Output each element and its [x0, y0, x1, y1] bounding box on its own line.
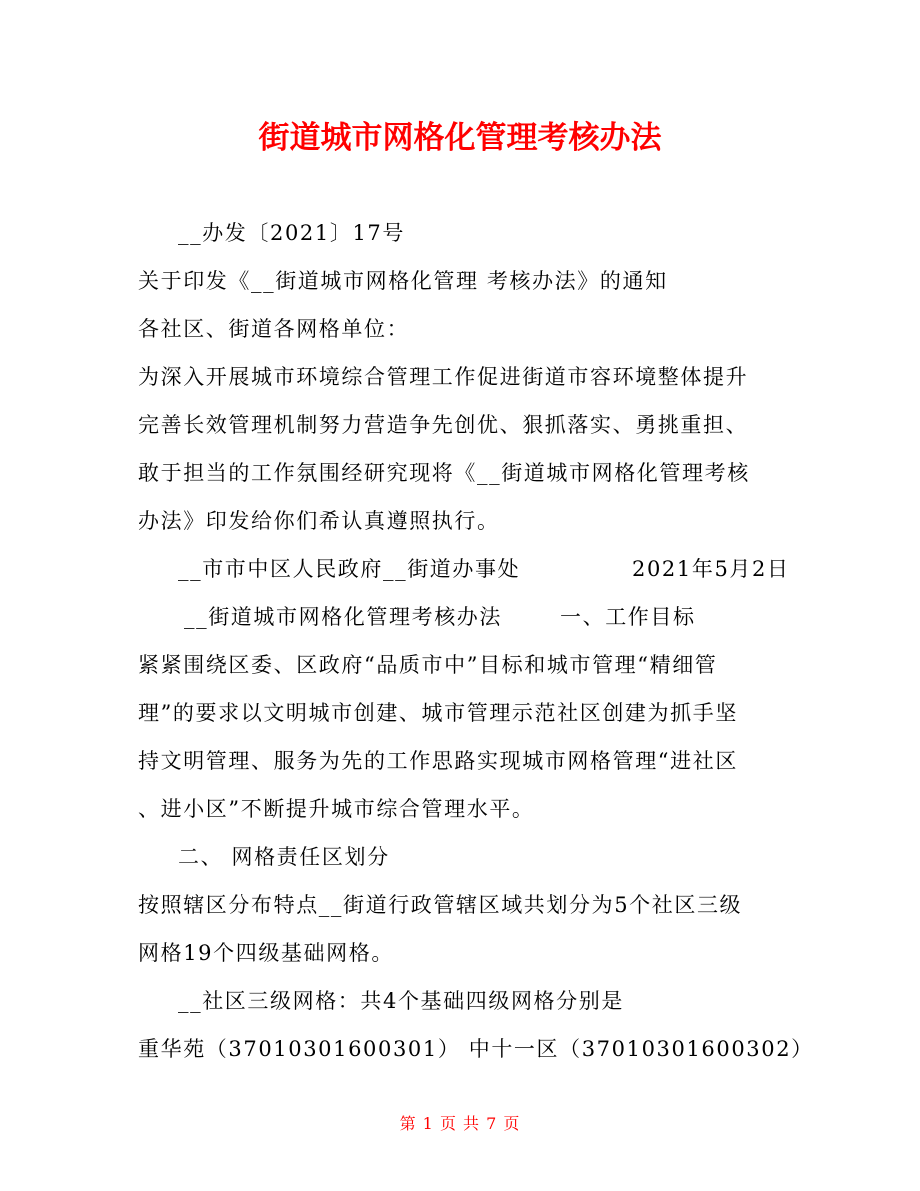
addressee: 各社区、街道各网格单位：	[138, 317, 410, 341]
page-footer: 第 1 页 共 7 页	[399, 1114, 521, 1133]
section-2-line-1: 按照辖区分布特点__街道行政管辖区域共划分为5个社区三级	[138, 893, 743, 917]
signature-org: __市市中区人民政府__街道办事处	[178, 557, 521, 581]
section-1-title: 一、工作目标	[560, 605, 696, 629]
section-1-line-2: 理”的要求以文明城市创建、城市管理示范社区创建为抓手坚	[138, 701, 738, 725]
grid-list-line: 重华苑（37010301600301） 中十一区（37010301600302）	[138, 1037, 814, 1061]
section-2-line-2: 网格19个四级基础网格。	[138, 941, 394, 965]
notice-subject: 关于印发《__街道城市网格化管理 考核办法》的通知	[138, 269, 668, 293]
body-line-3: 敢于担当的工作氛围经研究现将《__街道城市网格化管理考核	[138, 461, 750, 485]
document-title: 街道城市网格化管理考核办法	[258, 120, 662, 156]
body-line-4: 办法》印发给你们希认真遵照执行。	[138, 509, 500, 533]
section-1-line-1: 紧紧围绕区委、区政府“品质市中”目标和城市管理“精细管	[138, 653, 718, 677]
section-1-line-3: 持文明管理、服务为先的工作思路实现城市网格管理“进社区	[138, 749, 738, 773]
signature-date: 2021年5月2日	[632, 557, 790, 581]
section-1-line-4: 、进小区”不断提升城市综合管理水平。	[138, 797, 535, 821]
body-line-1: 为深入开展城市环境综合管理工作促进街道市容环境整体提升	[138, 365, 749, 389]
section-2-title: 二、 网格责任区划分	[178, 845, 390, 869]
body-line-2: 完善长效管理机制努力营造争先创优、狠抓落实、勇挑重担、	[138, 413, 749, 437]
doc-number: __办发〔2021〕17号	[178, 221, 405, 245]
measure-title: __街道城市网格化管理考核办法	[184, 605, 502, 629]
community-grid-line: __社区三级网格：共4个基础四级网格分别是	[178, 989, 624, 1013]
